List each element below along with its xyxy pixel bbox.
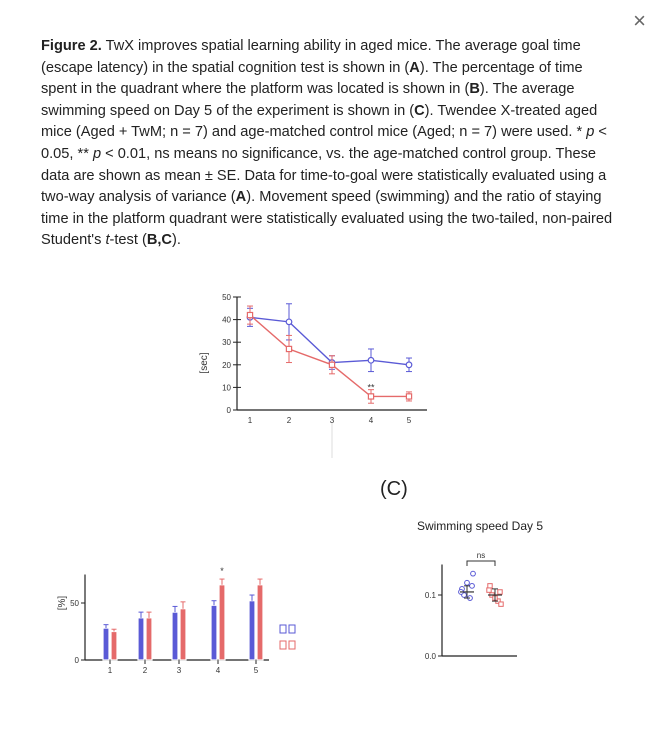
legend-swatch-aged (289, 625, 295, 633)
panel-a-data-point (329, 362, 334, 367)
panel-b-x-tick-label: 2 (142, 666, 148, 675)
caption-panel-ref: B (469, 81, 480, 98)
caption-text: < 0.01, ns means no significance, vs. the age-matched control group. These data are shown as mean ± SE. Data for time-to-goal were statistically evaluated using a two-way analysis of variance ( (41, 145, 607, 206)
panel-a-chart (199, 293, 427, 458)
panel-c-data-point (498, 590, 502, 594)
panel-b-bar (249, 601, 255, 660)
panel-c-data-point (470, 583, 475, 588)
figure-caption (41, 36, 621, 252)
caption-italic: p (586, 124, 595, 141)
panel-c-data-point (499, 602, 503, 606)
caption-italic: p (92, 145, 102, 162)
panel-a-data-point (286, 319, 292, 325)
panel-a-data-point (286, 346, 291, 351)
panel-b-x-tick-label: 3 (176, 666, 182, 675)
panel-c-data-point (465, 580, 470, 585)
panel-b-bar (103, 628, 109, 660)
panel-b-bar (172, 612, 178, 660)
figure-svg (37, 263, 632, 701)
panel-c-label: (C) (380, 478, 408, 500)
caption-text: ). (171, 232, 181, 249)
panel-a-series-line (250, 317, 409, 364)
caption-text: < 0.05, ** (41, 124, 607, 162)
panel-b-significance-label: * (220, 566, 224, 577)
panel-c-significance-bracket (467, 561, 495, 566)
panel-a-data-point (406, 394, 411, 399)
legend-swatch-twx (289, 641, 295, 649)
caption-panel-ref: B,C (146, 232, 172, 249)
panel-b-x-tick-label: 4 (215, 666, 221, 675)
panel-b-y-tick-label: 50 (70, 599, 79, 608)
panel-a-y-axis-label: [sec] (199, 352, 210, 374)
panel-c-title: Swimming speed Day 5 (416, 519, 544, 533)
legend-swatch-aged (280, 625, 286, 633)
panel-c-data-point (487, 588, 491, 592)
panel-a-y-tick-label: 40 (222, 315, 231, 325)
panel-b-bar (219, 585, 225, 660)
panel-a-data-point (406, 362, 412, 368)
panel-b-y-axis-label: [%] (57, 595, 68, 611)
panel-a-y-tick-label: 0 (226, 406, 231, 415)
panel-c-data-point (488, 584, 492, 588)
panel-b-x-tick-label: 5 (253, 666, 259, 675)
panel-a-data-point (368, 394, 373, 399)
panel-b-chart (57, 566, 295, 675)
caption-text: ). The average swimming speed on Day 5 of the experiment is shown in ( (41, 81, 575, 119)
panel-a-x-tick-label: 1 (247, 416, 253, 425)
caption-text: -test ( (109, 232, 147, 249)
panel-b-bar (146, 618, 152, 660)
panel-c-y-tick-label: 0.1 (424, 591, 436, 600)
panel-b-bar (138, 618, 144, 660)
figure-label: Figure 2. (41, 38, 102, 54)
caption-text: TwX improves spatial learning ability in aged mice. The average goal time (escape latency) in the spatial cognition test is shown in ( (41, 38, 581, 76)
panel-c-chart (417, 519, 543, 661)
panel-b-x-tick-label: 1 (107, 666, 113, 675)
caption-panel-ref: A (409, 59, 420, 76)
caption-panel-ref: A (235, 189, 247, 206)
panel-b-y-tick-label: 0 (74, 656, 79, 665)
panel-a-y-tick-label: 50 (222, 293, 231, 302)
caption-text: ). The percentage of time spent in the quadrant where the platform was located is shown in ( (41, 59, 583, 98)
panel-b-bar (211, 605, 217, 660)
caption-italic: t (105, 232, 110, 249)
panel-a-y-tick-label: 20 (222, 360, 231, 370)
panel-c-data-point (471, 571, 476, 576)
panel-c-y-tick-label: 0.0 (424, 652, 436, 661)
panel-b-bar (257, 585, 263, 660)
panel-c-significance-label: ns (476, 551, 486, 560)
close-icon[interactable]: × (633, 8, 646, 33)
panel-b-bar (111, 632, 117, 661)
panel-a-x-tick-label: 4 (368, 416, 374, 425)
panel-a-y-tick-label: 10 (222, 383, 231, 393)
panel-a-x-tick-label: 2 (286, 416, 292, 425)
panel-a-data-point (247, 312, 252, 317)
legend-swatch-twx (280, 641, 286, 649)
panel-a-significance-label: ** (367, 382, 375, 393)
panel-a-data-point (368, 357, 374, 363)
caption-panel-ref: C (414, 102, 425, 119)
panel-b-bar (180, 609, 186, 660)
figure-panels (37, 263, 632, 701)
caption-text: ). Twendee X-treated aged mice (Aged + TwM; n = 7) and age-matched control mice (Aged; n = 7) were used. * (41, 102, 598, 141)
panel-a-y-tick-label: 30 (222, 338, 231, 348)
caption-text: ). Movement speed (swimming) and the ratio of staying time in the platform quadrant were statistically evaluated using the two-tailed, non-paired Student's (41, 189, 613, 249)
panel-a-x-tick-label: 5 (406, 416, 412, 425)
panel-a-x-tick-label: 3 (329, 416, 335, 425)
